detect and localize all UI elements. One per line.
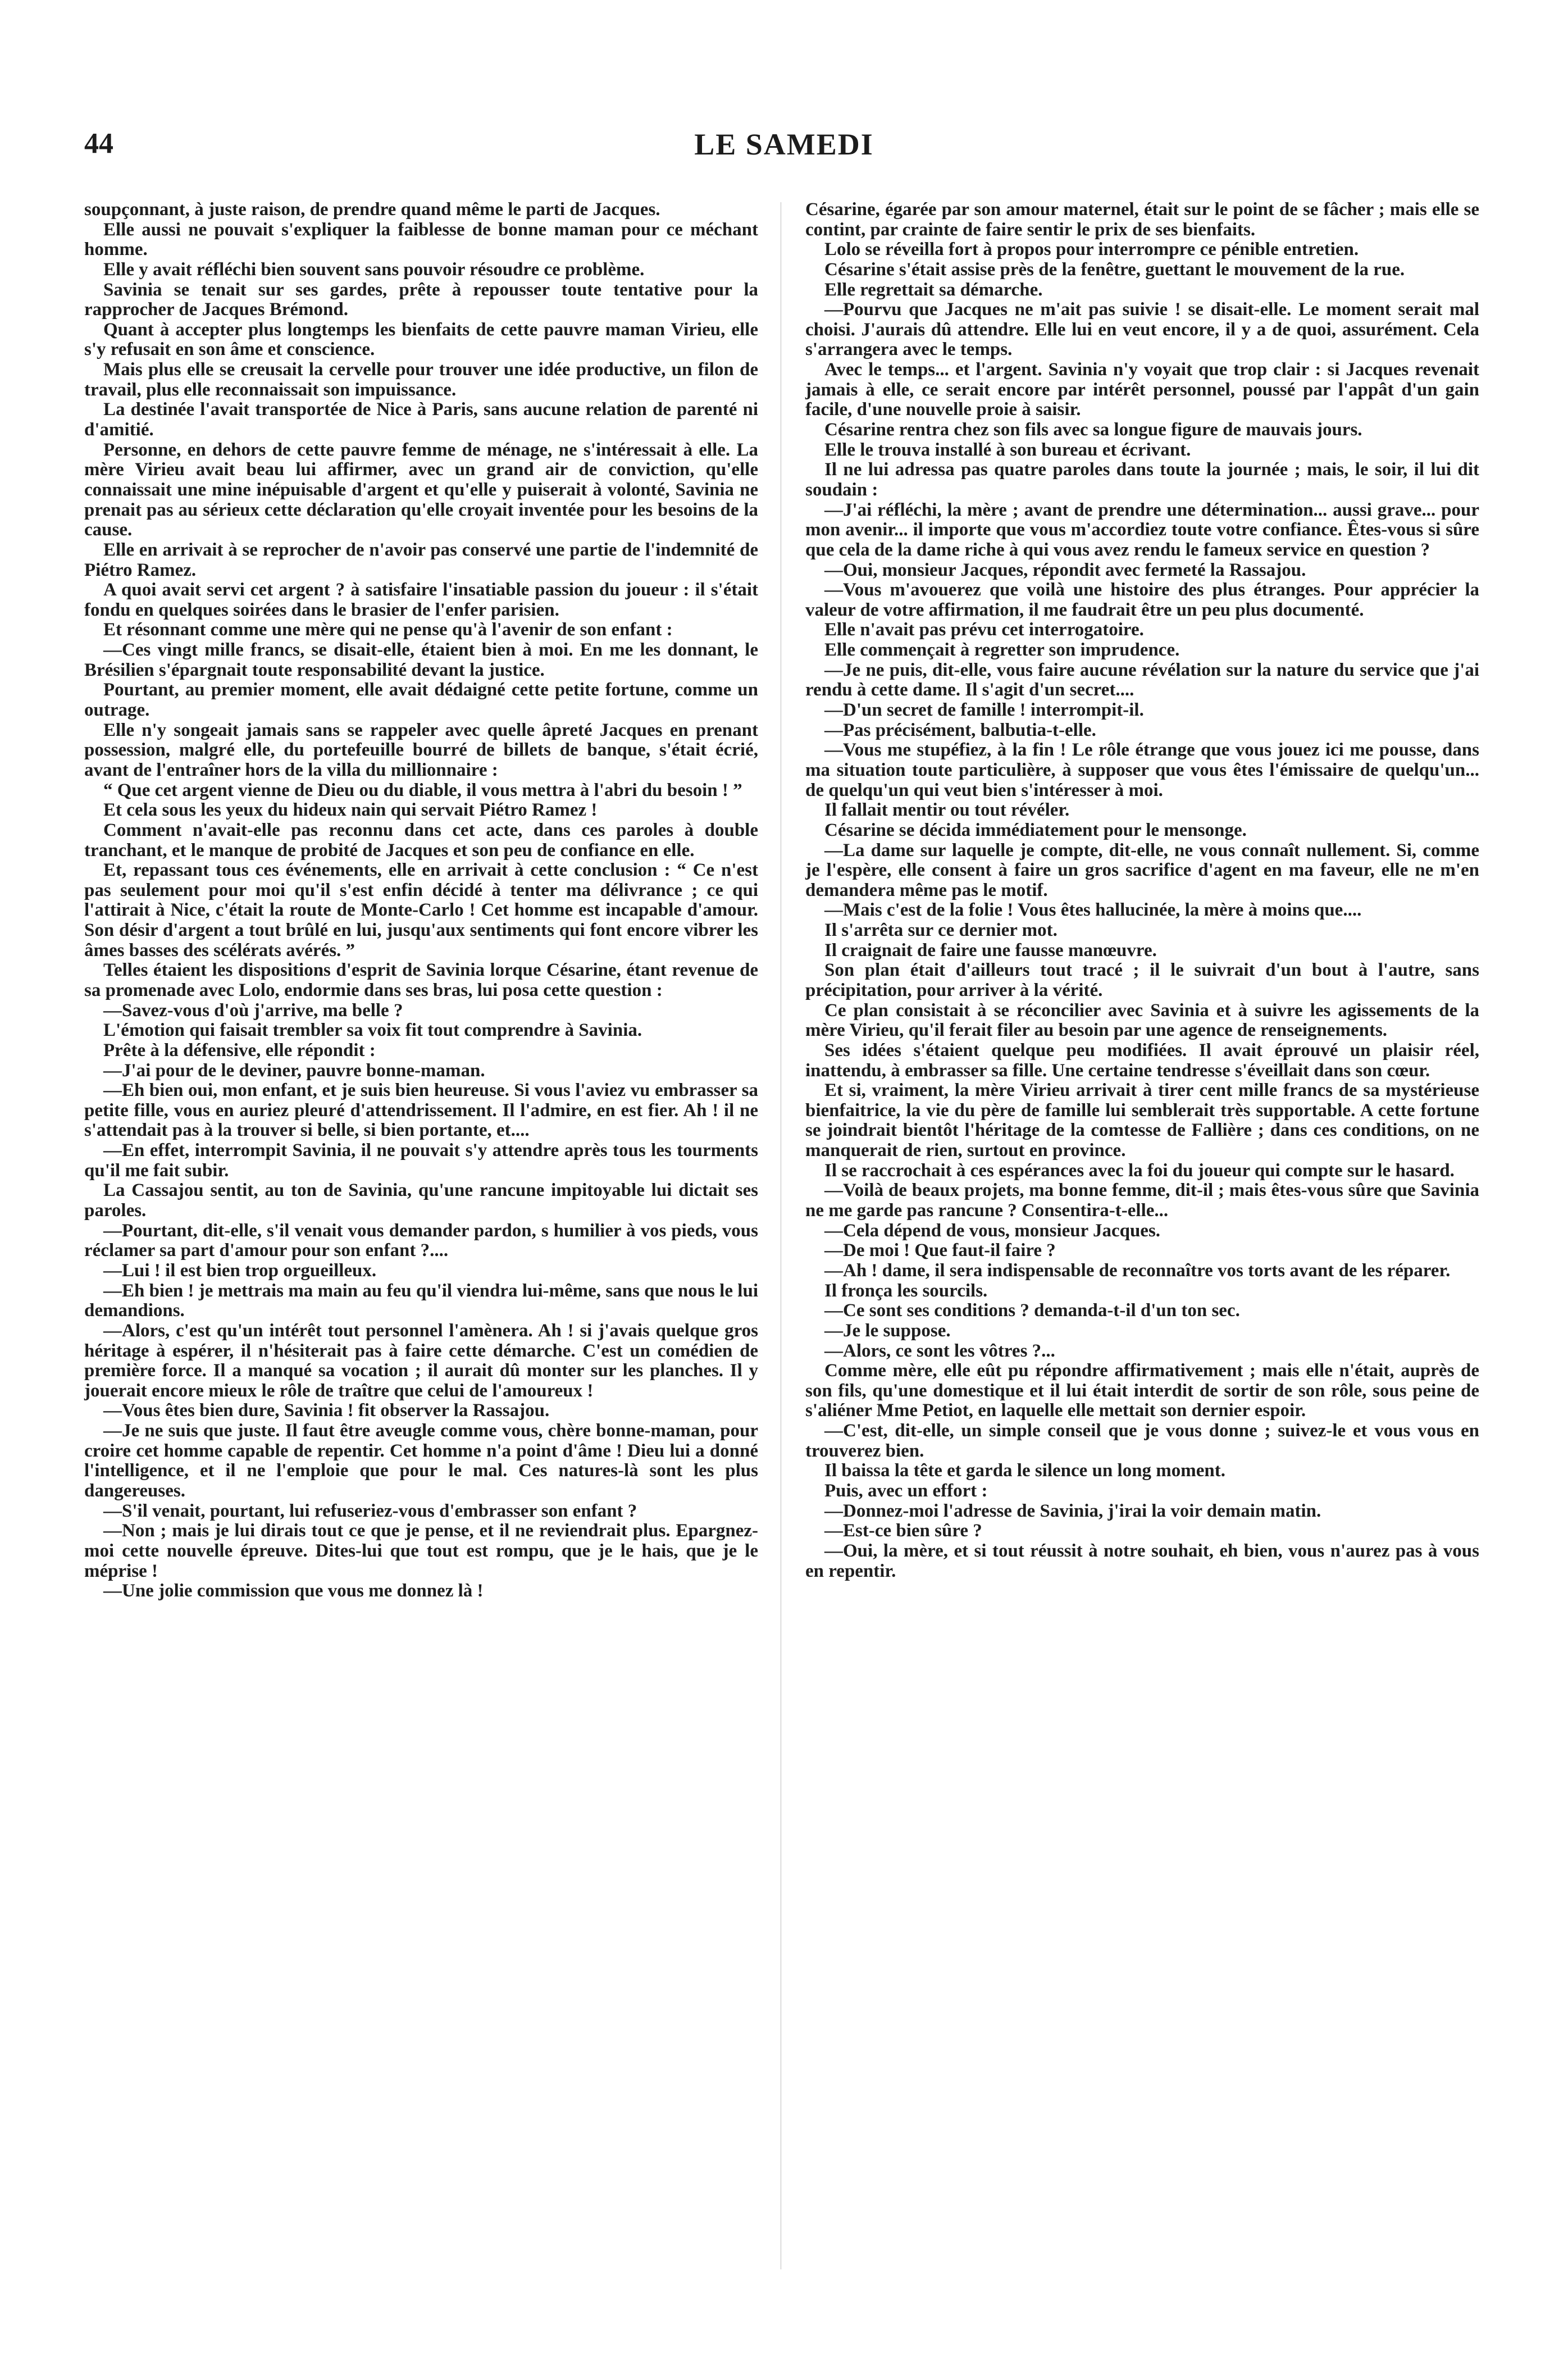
paragraph: Césarine s'était assise près de la fenêtre, guettant le mouvement de la rue. xyxy=(824,259,1405,280)
paragraph: Savinia se tenait sur ses gardes, prête à repousser toute tentative pour la rapprocher de Jacques Brémond. xyxy=(84,279,758,320)
paragraph: Avec le temps... et l'argent. Savinia n'y voyait que trop clair : si Jacques revenait jamais à elle, ce serait encore par intérêt personnel, poussé par l'appât d'un gain facile, d'une nouvelle proie à saisir. xyxy=(805,360,1479,420)
paragraph: La destinée l'avait transportée de Nice à Paris, sans aucune relation de parenté ni d'amitié. xyxy=(84,399,758,440)
page-header xyxy=(84,127,1484,178)
paragraph: —Pas précisément, balbutia-t-elle. xyxy=(824,720,1096,740)
paragraph: —Cela dépend de vous, monsieur Jacques. xyxy=(824,1220,1161,1241)
paragraph: —Oui, monsieur Jacques, répondit avec fermeté la Rassajou. xyxy=(824,559,1306,580)
paragraph: Puis, avec un effort : xyxy=(824,1481,988,1501)
paragraph: A quoi avait servi cet argent ? à satisfaire l'insatiable passion du joueur : il s'était fondu en quelques soirées dans le brasier de l'enfer parisien. xyxy=(84,580,758,620)
paragraph: Elle n'y songeait jamais sans se rappeler avec quelle âpreté Jacques en prenant possession, malgré elle, du portefeuille bourré de billets de banque, s'était écrié, avant de l'entraîner hors de la villa du millionnaire : xyxy=(84,720,758,780)
paragraph: Et cela sous les yeux du hideux nain qui servait Piétro Ramez ! xyxy=(103,800,598,821)
paragraph: Il ne lui adressa pas quatre paroles dans toute la journée ; mais, le soir, il lui dit soudain : xyxy=(805,459,1479,500)
paragraph: —Pourvu que Jacques ne m'ait pas suivie ! se disait-elle. Le moment serait mal choisi. J'aurais dû attendre. Elle lui en veut encore, il y a de quoi, assurément. Cela s'arrangera avec le temps. xyxy=(805,299,1479,360)
paragraph: —Eh bien ! je mettrais ma main au feu qu'il viendra lui-même, sans que nous le lui demandions. xyxy=(84,1280,758,1321)
paragraph: —J'ai pour de le deviner, pauvre bonne-maman. xyxy=(103,1060,485,1081)
paragraph: —Une jolie commission que vous me donnez là ! xyxy=(103,1581,484,1601)
paragraph: “ Que cet argent vienne de Dieu ou du diable, il vous mettra à l'abri du besoin ! ” xyxy=(103,780,742,800)
paragraph: Elle commençait à regretter son imprudence. xyxy=(824,640,1180,661)
paragraph: Césarine rentra chez son fils avec sa longue figure de mauvais jours. xyxy=(824,420,1362,440)
paragraph: Ce plan consistait à se réconcilier avec Savinia et à suivre les agissements de la mère Virieu, qu'il ferait filer au besoin par une agence de renseignements. xyxy=(805,1000,1479,1041)
paragraph: Il fronça les sourcils. xyxy=(824,1280,988,1301)
left-text-column xyxy=(84,200,758,1601)
paragraph: Son plan était d'ailleurs tout tracé ; il le suivrait d'un bout à l'autre, sans précipitation, pour arriver à la vérité. xyxy=(805,960,1479,1000)
page-number: 44 xyxy=(84,128,113,160)
paragraph: Elle aussi ne pouvait s'expliquer la faiblesse de bonne maman pour ce méchant homme. xyxy=(84,219,758,260)
paragraph: —Ah ! dame, il sera indispensable de reconnaître vos torts avant de les réparer. xyxy=(824,1260,1451,1281)
paragraph: Il craignait de faire une fausse manœuvre. xyxy=(824,940,1157,961)
paragraph: —Oui, la mère, et si tout réussit à notre souhait, eh bien, vous n'aurez pas à vous en repentir. xyxy=(805,1540,1479,1581)
paragraph: Elle n'avait pas prévu cet interrogatoire. xyxy=(824,620,1144,640)
right-text-column xyxy=(805,200,1479,1581)
paragraph: —Je ne puis, dit-elle, vous faire aucune révélation sur la nature du service que j'ai rendu à cette dame. Il s'agit d'un secret.... xyxy=(805,659,1479,700)
paragraph: Elle y avait réfléchi bien souvent sans pouvoir résoudre ce problème. xyxy=(103,259,645,280)
paragraph: Il baissa la tête et garda le silence un long moment. xyxy=(824,1460,1226,1481)
paragraph: L'émotion qui faisait trembler sa voix fit tout comprendre à Savinia. xyxy=(103,1020,642,1041)
paragraph: —Alors, c'est qu'un intérêt tout personnel l'amènera. Ah ! si j'avais quelque gros héritage à espérer, il n'hésiterait pas à faire cette démarche. C'est un comédien de première force. Il a manqué sa vocation ; il aurait dû monter sur les planches. Il y jouerait encore mieux le rôle de traître que celui de l'amoureux ! xyxy=(84,1320,758,1401)
paragraph: Et si, vraiment, la mère Virieu arrivait à tirer cent mille francs de sa mystérieuse bienfaitrice, la vie du père de famille lui semblerait très supportable. A cette fortune se joindrait bientôt l'héritage de la comtesse de Fallière ; dans ces conditions, on ne manquerait de rien, surtout en province. xyxy=(805,1080,1479,1161)
paragraph: Il se raccrochait à ces espérances avec la foi du joueur qui compte sur le hasard. xyxy=(824,1160,1455,1181)
paragraph: —Pourtant, dit-elle, s'il venait vous demander pardon, s humilier à vos pieds, vous réclamer sa part d'amour pour son enfant ?.... xyxy=(84,1220,758,1261)
paragraph: Elle regrettait sa démarche. xyxy=(824,279,1043,300)
paragraph: —Lui ! il est bien trop orgueilleux. xyxy=(103,1260,377,1281)
paragraph: —Vous êtes bien dure, Savinia ! fit observer la Rassajou. xyxy=(103,1400,550,1421)
paragraph: La Cassajou sentit, au ton de Savinia, qu'une rancune impitoyable lui dictait ses paroles. xyxy=(84,1180,758,1221)
paragraph: —C'est, dit-elle, un simple conseil que je vous donne ; suivez-le et vous vous en trouverez bien. xyxy=(805,1421,1479,1461)
paragraph: —Vous m'avouerez que voilà une histoire des plus étranges. Pour apprécier la valeur de votre affirmation, il me faudrait être un peu plus documenté. xyxy=(805,580,1479,620)
paragraph: Il fallait mentir ou tout révéler. xyxy=(824,800,1070,821)
paragraph: Elle le trouva installé à son bureau et écrivant. xyxy=(824,439,1191,460)
paragraph: —La dame sur laquelle je compte, dit-elle, ne vous connaît nullement. Si, comme je l'espère, elle consent à faire un gros sacrifice d'agent en ma faveur, elle ne m'en demandera même pas le motif. xyxy=(805,840,1479,900)
paragraph: Il s'arrêta sur ce dernier mot. xyxy=(824,920,1058,941)
paragraph: —Vous me stupéfiez, à la fin ! Le rôle étrange que vous jouez ici me pousse, dans ma situation toute particulière, à supposer que vous êtes l'émissaire de quelqu'un... de quelqu'un qui veut bien s'intéresser à moi. xyxy=(805,740,1479,800)
paragraph: —Eh bien oui, mon enfant, et je suis bien heureuse. Si vous l'aviez vu embrasser sa petite fille, vous en auriez pleuré d'attendrissement. Il l'admire, en est fier. Ah ! il ne s'attendait pas à la trouver si belle, si bien portante, et.... xyxy=(84,1080,758,1141)
paragraph: Elle en arrivait à se reprocher de n'avoir pas conservé une partie de l'indemnité de Piétro Ramez. xyxy=(84,539,758,580)
paragraph: —Est-ce bien sûre ? xyxy=(824,1521,982,1541)
paragraph: Pourtant, au premier moment, elle avait dédaigné cette petite fortune, comme un outrage. xyxy=(84,680,758,721)
paragraph: Lolo se réveilla fort à propos pour interrompre ce pénible entretien. xyxy=(824,239,1359,260)
paragraph: —Mais c'est de la folie ! Vous êtes hallucinée, la mère à moins que.... xyxy=(824,900,1362,921)
paragraph: Personne, en dehors de cette pauvre femme de ménage, ne s'intéressait à elle. La mère Virieu avait beau lui affirmer, avec un grand air de conviction, qu'elle connaissait une mine inépuisable d'argent et qu'elle y puiserait à volonté, Savinia ne prenait pas au sérieux cette déclaration qu'elle croyait inventée pour les besoins de la cause. xyxy=(84,439,758,540)
paragraph: soupçonnant, à juste raison, de prendre quand même le parti de Jacques. xyxy=(84,199,660,220)
paragraph: —Donnez-moi l'adresse de Savinia, j'irai la voir demain matin. xyxy=(824,1500,1321,1521)
paragraph: Comme mère, elle eût pu répondre affirmativement ; mais elle n'était, auprès de son fils, qu'une domestique et il lui était interdit de sortir de son rôle, sous peine de s'aliéner Mme Petiot, en laquelle elle mettait son dernier espoir. xyxy=(805,1360,1479,1421)
paragraph: Césarine se décida immédiatement pour le mensonge. xyxy=(824,820,1247,840)
paragraph: —En effet, interrompit Savinia, il ne pouvait s'y attendre après tous les tourments qu'il me fait subir. xyxy=(84,1140,758,1181)
paragraph: Quant à accepter plus longtemps les bienfaits de cette pauvre maman Virieu, elle s'y refusait en son âme et conscience. xyxy=(84,319,758,360)
paragraph: Et, repassant tous ces événements, elle en arrivait à cette conclusion : “ Ce n'est pas seulement pour moi qu'il s'est enfin décidé à tenter ma délivrance ; ce qui l'attirait à Nice, c'était la route de Monte-Carlo ! Cet homme est incapable d'amour. Son désir d'argent a tout brûlé en lui, jusqu'aux sentiments qui font encore vibrer les âmes basses des scélérats avérés. ” xyxy=(84,860,758,961)
paragraph: Prête à la défensive, elle répondit : xyxy=(103,1040,376,1061)
paragraph: —Ce sont ses conditions ? demanda-t-il d'un ton sec. xyxy=(824,1300,1240,1321)
paragraph: —Ces vingt mille francs, se disait-elle, étaient bien à moi. En me les donnant, le Brésilien s'épargnait toute responsabilité devant la justice. xyxy=(84,640,758,680)
paragraph: —Voilà de beaux projets, ma bonne femme, dit-il ; mais êtes-vous sûre que Savinia ne me garde pas rancune ? Consentira-t-elle... xyxy=(805,1180,1479,1221)
journal-title: LE SAMEDI xyxy=(694,128,874,161)
paragraph: Et résonnant comme une mère qui ne pense qu'à l'avenir de son enfant : xyxy=(103,620,673,640)
paragraph: —Alors, ce sont les vôtres ?... xyxy=(824,1340,1055,1361)
paragraph: Césarine, égarée par son amour maternel, était sur le point de se fâcher ; mais elle se contint, par crainte de faire sentir le prix de ses bienfaits. xyxy=(805,199,1479,240)
paragraph: Telles étaient les dispositions d'esprit de Savinia lorque Césarine, étant revenue de sa promenade avec Lolo, endormie dans ses bras, lui posa cette question : xyxy=(84,960,758,1000)
paragraph: —J'ai réfléchi, la mère ; avant de prendre une détermination... aussi grave... pour mon avenir... il importe que vous m'accordiez toute votre confiance. Êtes-vous si sûre que cela de la dame riche à qui vous avez rendu le fameux service en question ? xyxy=(805,499,1479,560)
paragraph: —S'il venait, pourtant, lui refuseriez-vous d'embrasser son enfant ? xyxy=(103,1500,637,1521)
paragraph: —Je ne suis que juste. Il faut être aveugle comme vous, chère bonne-maman, pour croire cet homme capable de repentir. Cet homme n'a point d'âme ! Dieu lui a donné l'intelligence, et il ne l'emploie que pour le mal. Ces natures-là sont les plus dangereuses. xyxy=(84,1421,758,1501)
paragraph: —Non ; mais je lui dirais tout ce que je pense, et il ne reviendrait plus. Epargnez-moi cette nouvelle épreuve. Dites-lui que tout est rompu, que je le hais, que je le méprise ! xyxy=(84,1521,758,1581)
paragraph: —Savez-vous d'où j'arrive, ma belle ? xyxy=(103,1000,403,1021)
paragraph: Mais plus elle se creusait la cervelle pour trouver une idée productive, un filon de travail, plus elle reconnaissait son impuissance. xyxy=(84,360,758,400)
paragraph: Ses idées s'étaient quelque peu modifiées. Il avait éprouvé un plaisir réel, inattendu, à embrasser sa fille. Une certaine tendresse s'éveillait dans son cœur. xyxy=(805,1040,1479,1081)
paragraph: Comment n'avait-elle pas reconnu dans cet acte, dans ces paroles à double tranchant, et le manque de probité de Jacques et son peu de confiance en elle. xyxy=(84,820,758,861)
paragraph: —D'un secret de famille ! interrompit-il. xyxy=(824,700,1144,721)
paragraph: —De moi ! Que faut-il faire ? xyxy=(824,1240,1056,1261)
paragraph: —Je le suppose. xyxy=(824,1320,951,1341)
